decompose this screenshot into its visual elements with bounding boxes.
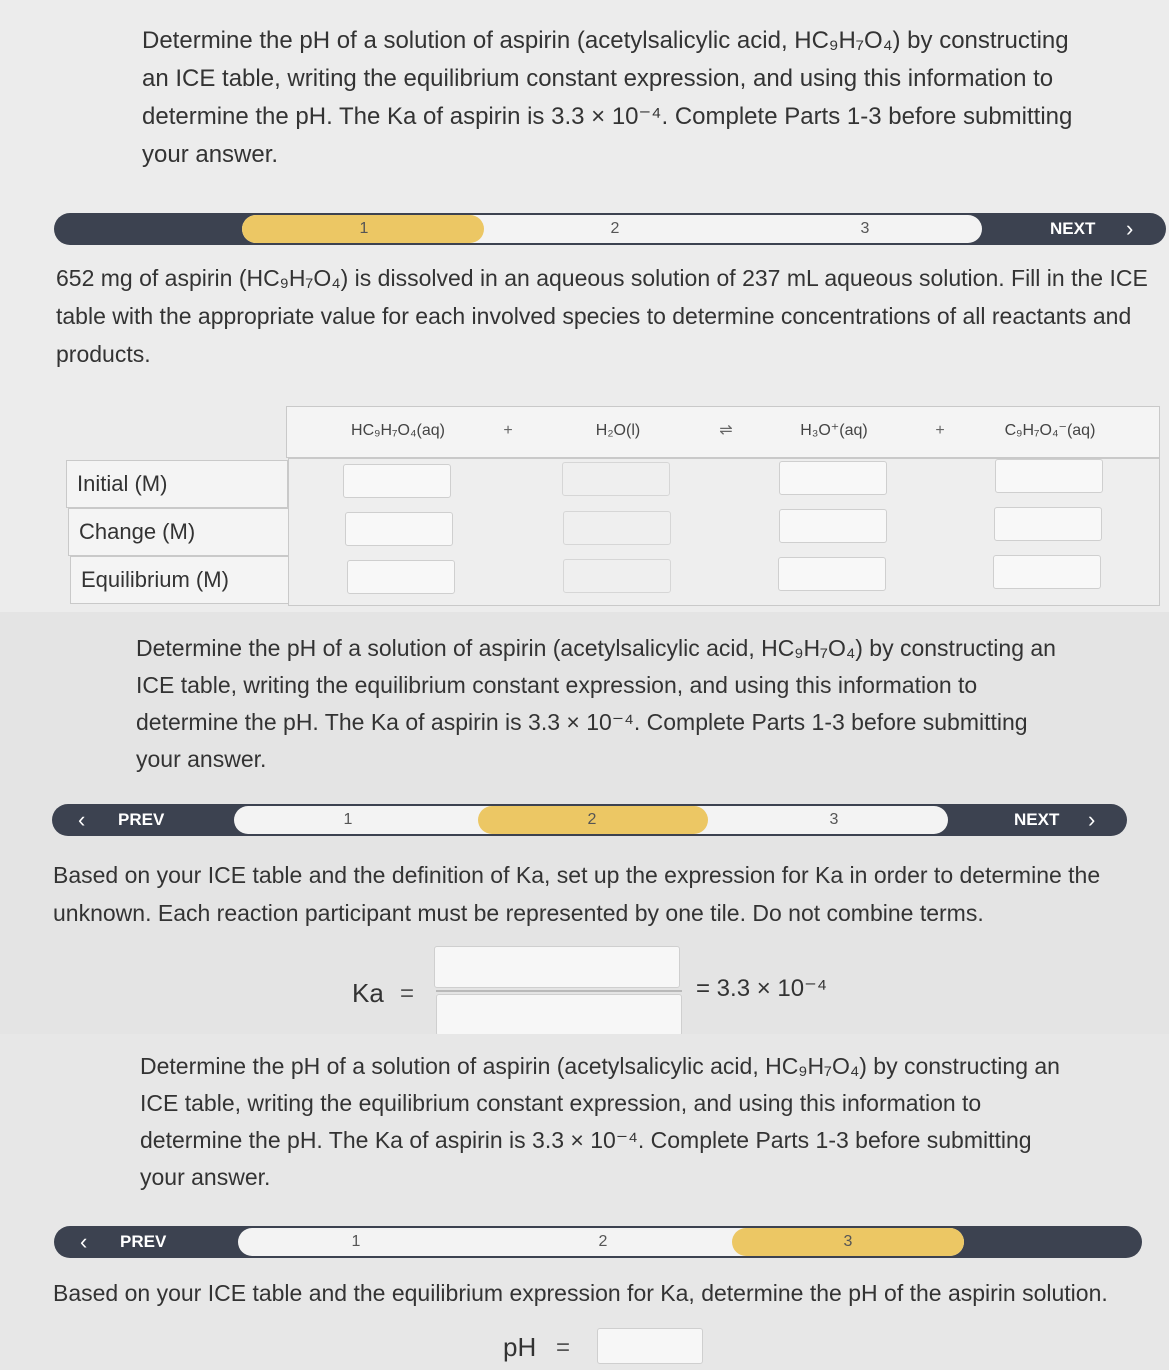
part3-instruction: Based on your ICE table and the equilibrium expression for Ka, determine the pH of the aspirin solution. [53,1280,1108,1306]
ice-input-change-c9h7o4[interactable] [994,507,1102,541]
ka-numerator-dropzone[interactable] [434,946,680,988]
plus-operator: + [503,422,513,439]
step-3[interactable]: 3 [829,811,839,828]
ka-value: = 3.3 × 10⁻⁴ [696,975,828,1002]
next-button[interactable]: NEXT [1050,219,1096,238]
plus-operator: + [935,422,945,439]
ice-input-equilibrium-hc9h7o4[interactable] [347,560,455,594]
ice-input-equilibrium-h3o[interactable] [778,557,886,591]
step-3[interactable]: 3 [843,1233,853,1250]
ice-input-initial-h2o [562,462,670,496]
ka-label: Ka [352,978,384,1008]
ice-input-change-h2o [563,511,671,545]
chevron-right-icon[interactable]: › [1126,216,1134,241]
ph-input[interactable] [597,1328,703,1364]
ice-input-initial-hc9h7o4[interactable] [343,464,451,498]
row-change: Change (M) [68,508,290,556]
ice-input-initial-c9h7o4[interactable] [995,459,1103,493]
chevron-left-icon[interactable]: ‹ [78,807,86,832]
equilibrium-arrow-icon: ⇌ [719,422,733,439]
fraction-bar [436,990,682,992]
ka-denominator-dropzone[interactable] [436,994,682,1036]
progress-bar [54,1226,1142,1258]
part1-instruction: 652 mg of aspirin (HC₉H₇O₄) is dissolved in an aqueous solution of 237 mL aqueous solution. Fill in the ICE table with the appropriate value for each involved species to determine concentrations of all reactants and products. [56,265,1148,367]
question-intro-repeat: Determine the pH of a solution of aspirin (acetylsalicylic acid, HC₉H₇O₄) by constructing an ICE table, writing the equilibrium constant expression, and using this information to determine the pH. The Ka of aspirin is 3.3 × 10⁻⁴. Complete Parts 1-3 before submitting your answer. [140,1053,1060,1190]
prev-button[interactable]: PREV [120,1232,167,1251]
question-intro: Determine the pH of a solution of aspirin (acetylsalicylic acid, HC₉H₇O₄) by constructing an ICE table, writing the equilibrium constant expression, and using this information to determine the pH. The Ka of aspirin is 3.3 × 10⁻⁴. Complete Parts 1-3 before submitting your answer. [142,27,1073,168]
next-button[interactable]: NEXT [1014,810,1060,829]
ice-input-change-hc9h7o4[interactable] [345,512,453,546]
chevron-right-icon[interactable]: › [1088,807,1096,832]
species-hc9h7o4: HC₉H₇O₄(aq) [351,422,445,439]
step-2[interactable]: 2 [610,220,620,237]
species-c9h7o4: C₉H₇O₄⁻(aq) [1004,422,1096,439]
species-h2o: H₂O(l) [595,422,641,439]
equals-sign: = [556,1334,571,1361]
step-1[interactable]: 1 [343,811,353,828]
chevron-left-icon[interactable]: ‹ [80,1229,88,1254]
step-2[interactable]: 2 [587,811,597,828]
step-1[interactable]: 1 [351,1233,361,1250]
part2-instruction: Based on your ICE table and the definition of Ka, set up the expression for Ka in order to determine the unknown. Each reaction participant must be represented by one tile. Do not combine terms. [53,862,1101,926]
species-h3o: H₃O⁺(aq) [800,422,868,439]
equals-sign: = [400,980,415,1007]
question-intro-repeat: Determine the pH of a solution of aspirin (acetylsalicylic acid, HC₉H₇O₄) by constructing an ICE table, writing the equilibrium constant expression, and using this information to determine the pH. The Ka of aspirin is 3.3 × 10⁻⁴. Complete Parts 1-3 before submitting your answer. [136,635,1056,772]
part1-panel [0,0,1169,612]
ice-input-equilibrium-c9h7o4[interactable] [993,555,1101,589]
progress-bar [54,213,1166,245]
row-initial: Initial (M) [66,460,288,508]
ph-label: pH [503,1332,537,1362]
prev-button[interactable]: PREV [118,810,165,829]
part3-panel [0,1034,1169,1370]
ice-input-equilibrium-h2o [563,559,671,593]
row-equilibrium: Equilibrium (M) [70,556,292,604]
step-2[interactable]: 2 [598,1233,608,1250]
ice-input-initial-h3o[interactable] [779,461,887,495]
step-1[interactable]: 1 [359,220,369,237]
progress-bar [52,804,1127,836]
step-3[interactable]: 3 [860,220,870,237]
part2-panel [0,612,1169,1034]
ice-input-change-h3o[interactable] [779,509,887,543]
